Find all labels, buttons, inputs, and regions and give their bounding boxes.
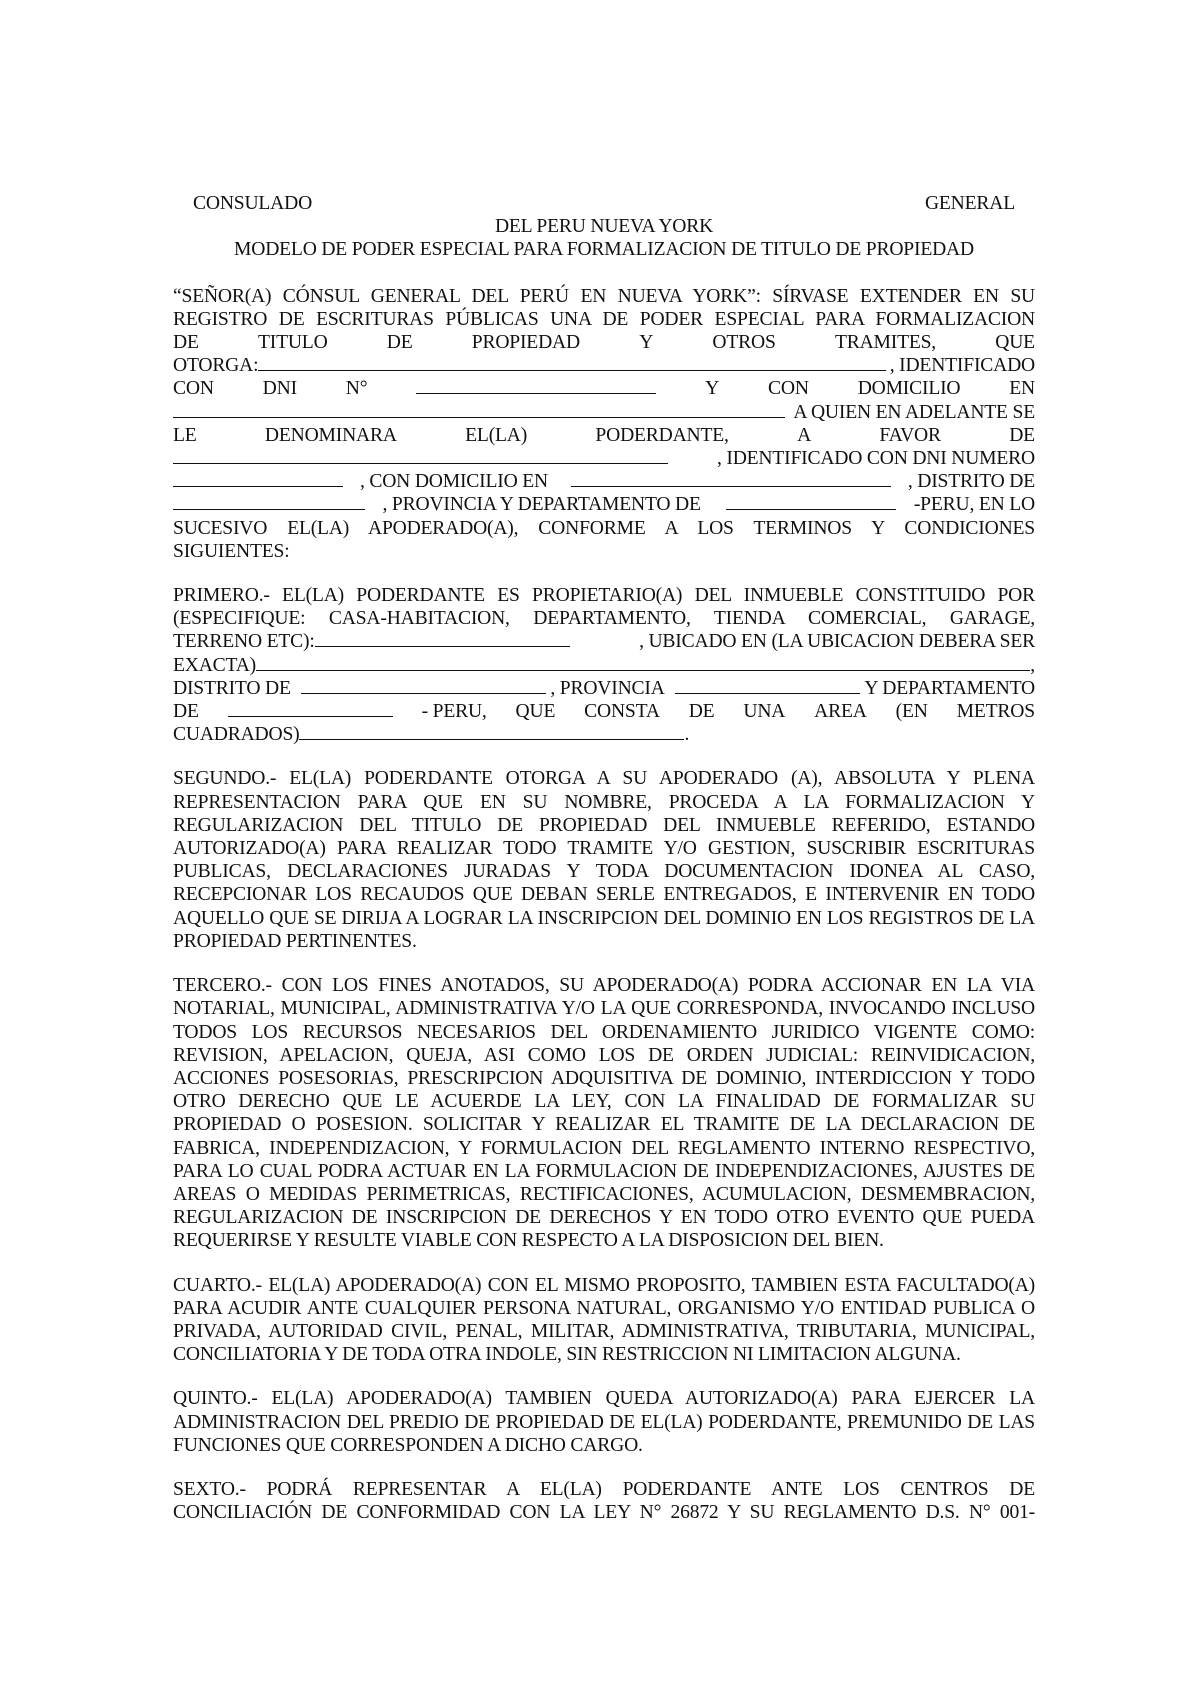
- clause-segundo: SEGUNDO.- EL(LA) PODERDANTE OTORGA A SU APODERADO (A), ABSOLUTA Y PLENA REPRESENTACION PARA QUE EN SU NOMBRE, PROCEDA A LA FORMALIZACION Y REGULARIZACION DEL TITULO DE PROPIEDAD DEL INMUEBLE REFERIDO, ESTANDO AUTORIZADO(A) PARA REALIZAR TODO TRAMITE Y/O GESTION, SUSCRIBIR ESCRITURAS PUBLICAS, DECLARACIONES JURADAS Y TODA DOCUMENTACION IDONEA AL CASO, RECEPCIONAR LOS RECAUDOS QUE DEBAN SERLE ENTREGADOS, E INTERVENIR EN TODO AQUELLO QUE SE DIRIJA A LOGRAR LA INSCRIPCION DEL DOMINIO EN LOS REGISTROS DE LA PROPIEDAD PERTINENTES.: [173, 768, 1035, 952]
- header-general: GENERAL: [924, 193, 1015, 214]
- intro-line: REGISTRO DE ESCRITURAS PÚBLICAS UNA DE PODER ESPECIAL PARA FORMALIZACION: [173, 308, 1035, 330]
- header-line-2: DEL PERU NUEVA YORK: [494, 216, 714, 238]
- inmueble-distrito-field[interactable]: [301, 677, 546, 694]
- apoderado-domicilio-field[interactable]: [571, 470, 891, 487]
- otorga-line: OTORGA: , IDENTIFICADO: [173, 355, 1035, 377]
- denominara-line: LE DENOMINARA EL(LA) PODERDANTE, A FAVOR DE: [173, 424, 1035, 446]
- exacta-line: EXACTA) ,: [173, 654, 1035, 676]
- clause-tercero: TERCERO.- CON LOS FINES ANOTADOS, SU APODERADO(A) PODRA ACCIONAR EN LA VIA NOTARIAL, MUNICIPAL, ADMINISTRATIVA Y/O LA QUE CORRESPONDA, INVOCANDO INCLUSO TODOS LOS RECURSOS NECESARIOS DEL ORDENAMIENTO JURIDICO VIGENTE COMO: REVISION, APELACION, QUEJA, ASI COMO LOS DE ORDEN JUDICIAL: REINVIDICACION, ACCIONES POSESORIAS, PRESCRIPCION ADQUISITIVA DE DOMINIO, INTERDICCION Y TODO OTRO DERECHO QUE LE ACUERDE LA LEY, CON LA FINALIDAD DE FORMALIZAR SU PROPIEDAD O POSESION. SOLICITAR Y REALIZAR EL TRAMITE DE LA DECLARACION DE FABRICA, INDEPENDIZACION, Y FORMULACION DEL REGLAMENTO INTERNO RESPECTIVO, PARA LO CUAL PODRA ACTUAR EN LA FORMULACION DE INDEPENDIZACIONES, AJUSTES DE AREAS O MEDIDAS PERIMETRICAS, RECTIFICACIONES, ACUMULACION, DESMEMBRACION, REGULARIZACION DE INSCRIPCION DE DERECHOS Y EN TODO OTRO EVENTO QUE PUEDA REQUERIRSE Y RESULTE VIABLE CON RESPECTO A LA DISPOSICION DEL BIEN.: [173, 975, 1035, 1252]
- clause-sexto: SEXTO.- PODRÁ REPRESENTAR A EL(LA) PODERDANTE ANTE LOS CENTROS DE CONCILIACIÓN DE CONFORMIDAD CON LA LEY N° 26872 Y SU REGLAMENTO D.S. N° 001-: [173, 1478, 1035, 1524]
- intro-line-words: DE TITULO DE PROPIEDAD Y OTROS TRAMITES, QUE: [173, 332, 1035, 354]
- apoderado-dni-field[interactable]: [173, 470, 343, 487]
- domicilio-line: A QUIEN EN ADELANTE SE: [173, 401, 1035, 424]
- area-line: DE - PERU, QUE CONSTA DE UNA AREA (EN METROS: [173, 701, 1035, 723]
- area-field[interactable]: [299, 723, 684, 740]
- intro-paragraph: [173, 285, 1035, 563]
- ubicacion-field[interactable]: [256, 654, 1030, 671]
- apoderado-line: , IDENTIFICADO CON DNI NUMERO: [173, 447, 1035, 470]
- intro-line: “SEÑOR(A) CÓNSUL GENERAL DEL PERÚ EN NUEVA YORK”: SÍRVASE EXTENDER EN SU: [173, 285, 1035, 307]
- dni-field[interactable]: [416, 377, 656, 394]
- terreno-line: TERRENO ETC): , UBICADO EN (LA UBICACION DEBERA SER: [173, 631, 1035, 653]
- inmueble-type-field[interactable]: [315, 630, 570, 647]
- apoderado-provincia-line: , PROVINCIA Y DEPARTAMENTO DE -PERU, EN LO: [173, 493, 1035, 516]
- clause-cuarto: CUARTO.- EL(LA) APODERADO(A) CON EL MISMO PROPOSITO, TAMBIEN ESTA FACULTADO(A) PARA ACUDIR ANTE CUALQUIER PERSONA NATURAL, ORGANISMO Y/O ENTIDAD PUBLICA O PRIVADA, AUTORIDAD CIVIL, PENAL, MILITAR, ADMINISTRATIVA, TRIBUTARIA, MUNICIPAL, CONCILIATORIA Y DE TODA OTRA INDOLE, SIN RESTRICCION NI LIMITACION ALGUNA.: [173, 1274, 1035, 1366]
- document-title: MODELO DE PODER ESPECIAL PARA FORMALIZACION DE TITULO DE PROPIEDAD: [234, 239, 974, 261]
- inmueble-provincia-field[interactable]: [675, 677, 860, 694]
- apoderado-name-field[interactable]: [173, 447, 668, 464]
- apoderado-distrito-field[interactable]: [173, 493, 365, 510]
- clause-primero: PRIMERO.- EL(LA) PODERDANTE ES PROPIETARIO(A) DEL INMUEBLE CONSTITUIDO POR (ESPECIFIQUE: CASA-HABITACION, DEPARTAMENTO, TIENDA COMERCIAL, GARAGE, TERRENO ETC): , UBICADO EN (LA UBICACION DEBERA SER EXACTA) , DISTRITO DE , PROVINCIA Y DEPARTAMENTO DE - PERU, QUE CONSTA DE UNA AREA (EN METROS CUADRADOS) .: [173, 585, 1035, 746]
- distrito-line: DISTRITO DE , PROVINCIA Y DEPARTAMENTO: [173, 677, 1035, 699]
- cuadrados-line: CUADRADOS) .: [173, 724, 690, 746]
- intro-line: SIGUIENTES:: [173, 540, 290, 562]
- dni-domicilio-line: CON DNI N° Y CON DOMICILIO EN: [173, 378, 1035, 400]
- document-body: [173, 192, 1035, 1524]
- inmueble-departamento-field[interactable]: [228, 700, 393, 717]
- header-line-1: [173, 192, 1035, 215]
- header-consulado: CONSULADO: [193, 193, 313, 214]
- otorgante-name-field[interactable]: [258, 354, 885, 371]
- clause-quinto: QUINTO.- EL(LA) APODERADO(A) TAMBIEN QUEDA AUTORIZADO(A) PARA EJERCER LA ADMINISTRACION DEL PREDIO DE PROPIEDAD DE EL(LA) PODERDANTE, PREMUNIDO DE LAS FUNCIONES QUE CORRESPONDEN A DICHO CARGO.: [173, 1388, 1035, 1456]
- intro-line: SUCESIVO EL(LA) APODERADO(A), CONFORME A LOS TERMINOS Y CONDICIONES: [173, 517, 1035, 539]
- apoderado-dni-line: , CON DOMICILIO EN , DISTRITO DE: [173, 470, 1035, 493]
- domicilio-field[interactable]: [173, 401, 785, 418]
- apoderado-departamento-field[interactable]: [726, 493, 896, 510]
